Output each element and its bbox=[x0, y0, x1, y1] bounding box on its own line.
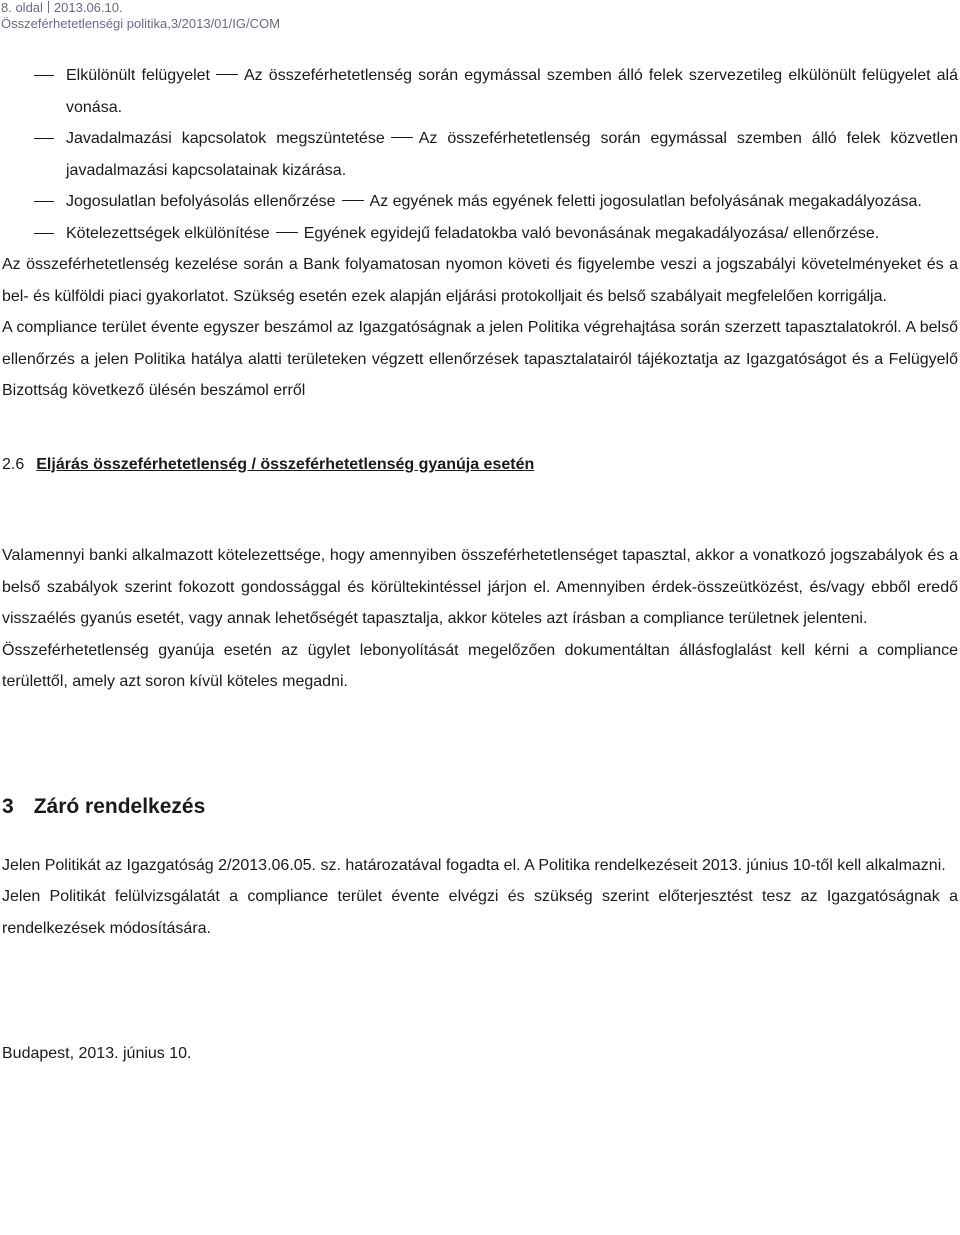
section-number: 2.6 bbox=[2, 455, 25, 473]
dash-bullet-icon bbox=[34, 138, 54, 139]
section-title: Eljárás összeférhetetlenség / összeférhetetlenség gyanúja esetén bbox=[36, 455, 535, 473]
header-date: 2013.06.10. bbox=[53, 0, 123, 15]
spacer bbox=[2, 822, 958, 850]
bullet-text: Egyének egyidejű feladatokba való bevonásának megakadályozása/ ellenőrzése. bbox=[303, 224, 880, 242]
bullet-text: Az egyének más egyének feletti jogosulatlan befolyásának megakadályozása. bbox=[369, 193, 922, 210]
list-item bbox=[2, 123, 958, 186]
dash-separator-icon bbox=[391, 137, 413, 138]
dash-separator-icon bbox=[216, 74, 238, 75]
dash-separator-icon bbox=[342, 200, 364, 201]
bullet-term: Elkülönült felügyelet bbox=[66, 67, 210, 84]
paragraph-review: Jelen Politikát felülvizsgálatát a compliance terület évente elvégzi és szükség szerint előterjesztést tesz az Igazgatóságnak a rendelkezések módosítására. bbox=[2, 888, 958, 937]
bullet-text: Az összeférhetetlenség során egymással szemben álló felek közvetlen javadalmazási kapcsolatainak kizárása. bbox=[66, 130, 958, 179]
dash-bullet-icon bbox=[34, 201, 54, 202]
page-number: 8. oldal bbox=[1, 0, 43, 15]
place-and-date: Budapest, 2013. június 10. bbox=[2, 1045, 192, 1062]
document-reference: Összeférhetetlenségi politika,3/2013/01/IG/COM bbox=[1, 16, 280, 31]
paragraph-adoption: Jelen Politikát az Igazgatóság 2/2013.06.05. sz. határozatával fogadta el. A Politika rendelkezéseit 2013. június 10-től kell alkalmazni. bbox=[2, 856, 946, 874]
paragraph-suspicion-procedure: Összeférhetetlenség gyanúja esetén az ügylet lebonyolítását megelőzően dokumentáltan állásfoglalást kell kérni a compliance területtől, amely azt soron kívül köteles megadni. bbox=[2, 641, 958, 690]
dash-bullet-icon bbox=[34, 75, 54, 76]
list-item bbox=[2, 186, 958, 218]
measure-list bbox=[2, 60, 958, 249]
header-line-1 bbox=[1, 0, 280, 16]
list-item bbox=[2, 218, 958, 250]
paragraph-legal-monitoring: Az összeférhetetlenség kezelése során a Bank folyamatosan nyomon követi és figyelembe veszi a jogszabályi követelményeket és a bel- és külföldi piaci gyakorlatot. Szükség esetén ezek alapján eljárási protokolljait és belső szabályait megfelelően korrigálja. bbox=[2, 256, 958, 305]
bullet-term: Kötelezettségek elkülönítése bbox=[66, 224, 270, 242]
section-heading-2-6 bbox=[2, 449, 958, 481]
dash-separator-icon bbox=[276, 232, 298, 233]
dash-bullet-icon bbox=[34, 233, 54, 234]
paragraph-employee-obligation: Valamennyi banki alkalmazott kötelezettsége, hogy amennyiben összeférhetetlenséget tapasztal, akkor a vonatkozó jogszabályok és a belső szabályok szerint fokozott gondossággal és körültekintéssel járjon el. Amennyiben érdek-összeütközést, és/vagy ebből eredő visszaélés gyanús esetét, vagy annak lehetőségét tapasztalja, akkor köteles azt írásban a compliance területnek jelenteni. bbox=[2, 547, 958, 627]
list-item bbox=[2, 60, 958, 123]
page-header bbox=[1, 0, 280, 32]
header-separator bbox=[48, 1, 49, 13]
page-body bbox=[2, 60, 958, 1070]
spacer bbox=[2, 944, 958, 1038]
chapter-title: Záró rendelkezés bbox=[33, 794, 206, 818]
chapter-heading-3 bbox=[2, 792, 958, 822]
bullet-term: Javadalmazási kapcsolatok megszüntetése bbox=[66, 130, 385, 147]
paragraph-compliance-report: A compliance terület évente egyszer beszámol az Igazgatóságnak a jelen Politika végrehajtása során szerzett tapasztalatokról. A belső ellenőrzés a jelen Politika hatálya alatti területeken végzett ellenőrzések tapasztalatairól tájékoztatja az Igazgatóságot és a Felügyelő Bizottság következő ülésén beszámol erről bbox=[2, 319, 958, 399]
spacer bbox=[2, 480, 958, 540]
bullet-term: Jogosulatlan befolyásolás ellenőrzése bbox=[66, 193, 336, 210]
chapter-number: 3 bbox=[2, 794, 14, 818]
bullet-text: Az összeférhetetlenség során egymással szemben álló felek szervezetileg elkülönült felügyelet alá vonása. bbox=[66, 67, 959, 116]
